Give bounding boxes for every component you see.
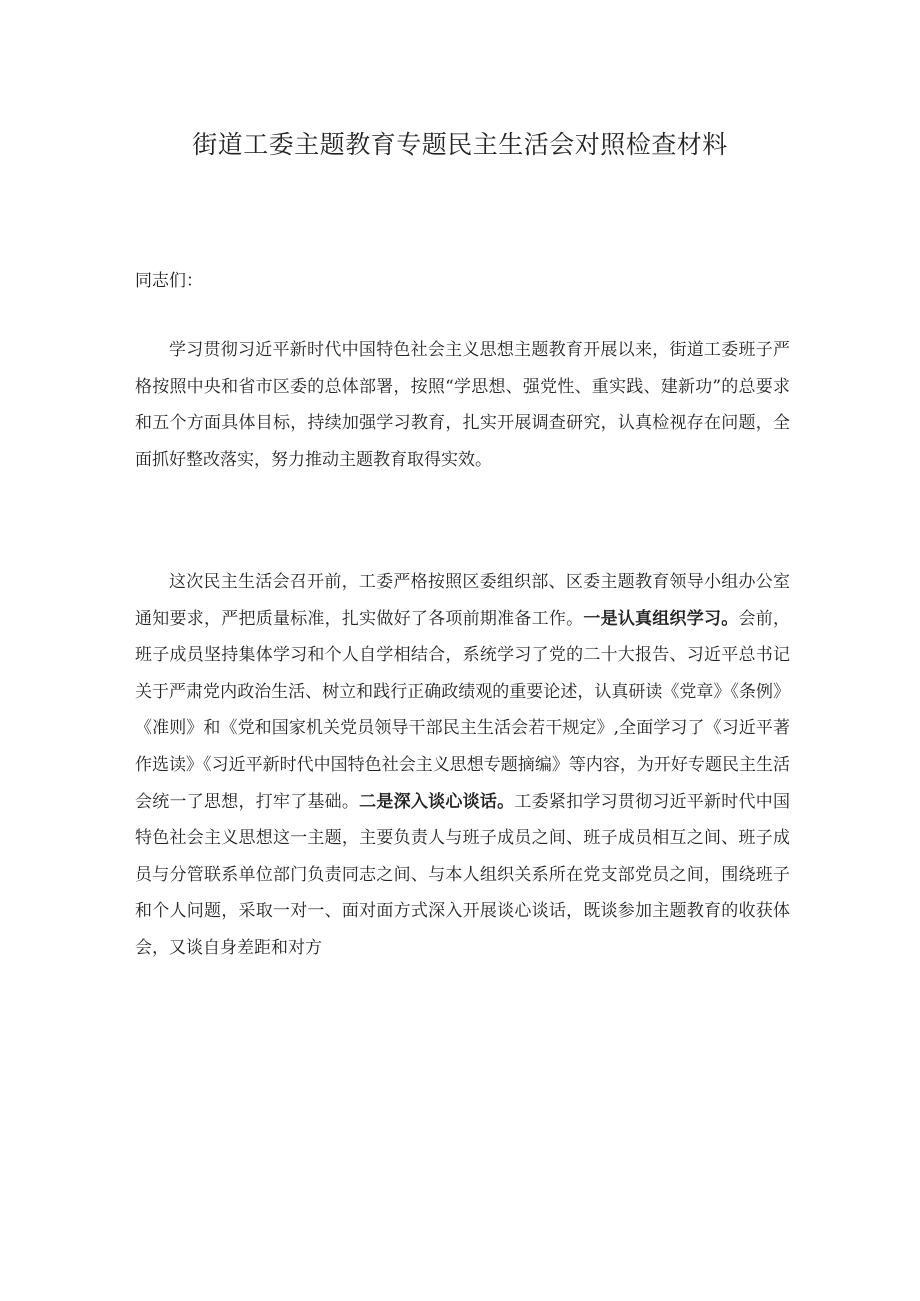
- point-two-text: 工委紧扣学习贯彻习近平新时代中国特色社会主义思想这一主题，主要负责人与班子成员之间、班子成员相互之间、班子成员与分管联系单位部门负责同志之间、与本人组织关系所在党支部党员之间，围绕班子和个人问题，采取一对一、面对面方式深入开展谈心谈话，既谈参加主题教育的收获体会，又谈自身差距和对方: [135, 791, 791, 958]
- point-two-heading: 二是深入谈心谈话。: [359, 791, 515, 812]
- paragraph-2-intro: 这次民主生活会召开前，工委严格按照区委组织部、区委主题教育领导小组办公室通知要求，严把质量标准，扎实做好了各项前期准备工作。: [135, 572, 790, 629]
- paragraph-2: [135, 564, 790, 967]
- paragraph-1: 学习贯彻习近平新时代中国特色社会主义思想主题教育开展以来，街道工委班子严格按照中央和省市区委的总体部署，按照“学思想、强党性、重实践、建新功”的总要求和五个方面具体目标，持续加强学习教育，扎实开展调查研究，认真检视存在问题，全面抓好整改落实，努力推动主题教育取得实效。: [135, 340, 790, 470]
- point-one-text: 会前，班子成员坚持集体学习和个人自学相结合，系统学习了党的二十大报告、习近平总书记关于严肃党内政治生活、树立和践行正确政绩观的重要论述，认真研读《党章》《条例》《准则》和《党和国家机关党员领导干部民主生活会若干规定》,全面学习了《习近平著作选读》《习近平新时代中国特色社会主义思想专题摘编》等内容，为开好专题民主生活会统一了思想，打牢了基础。: [135, 608, 791, 812]
- salutation: 同志们：: [135, 271, 203, 291]
- document-title: 街道工委主题教育专题民主生活会对照检查材料: [192, 130, 728, 159]
- point-one-heading: 一是认真组织学习。: [583, 608, 739, 629]
